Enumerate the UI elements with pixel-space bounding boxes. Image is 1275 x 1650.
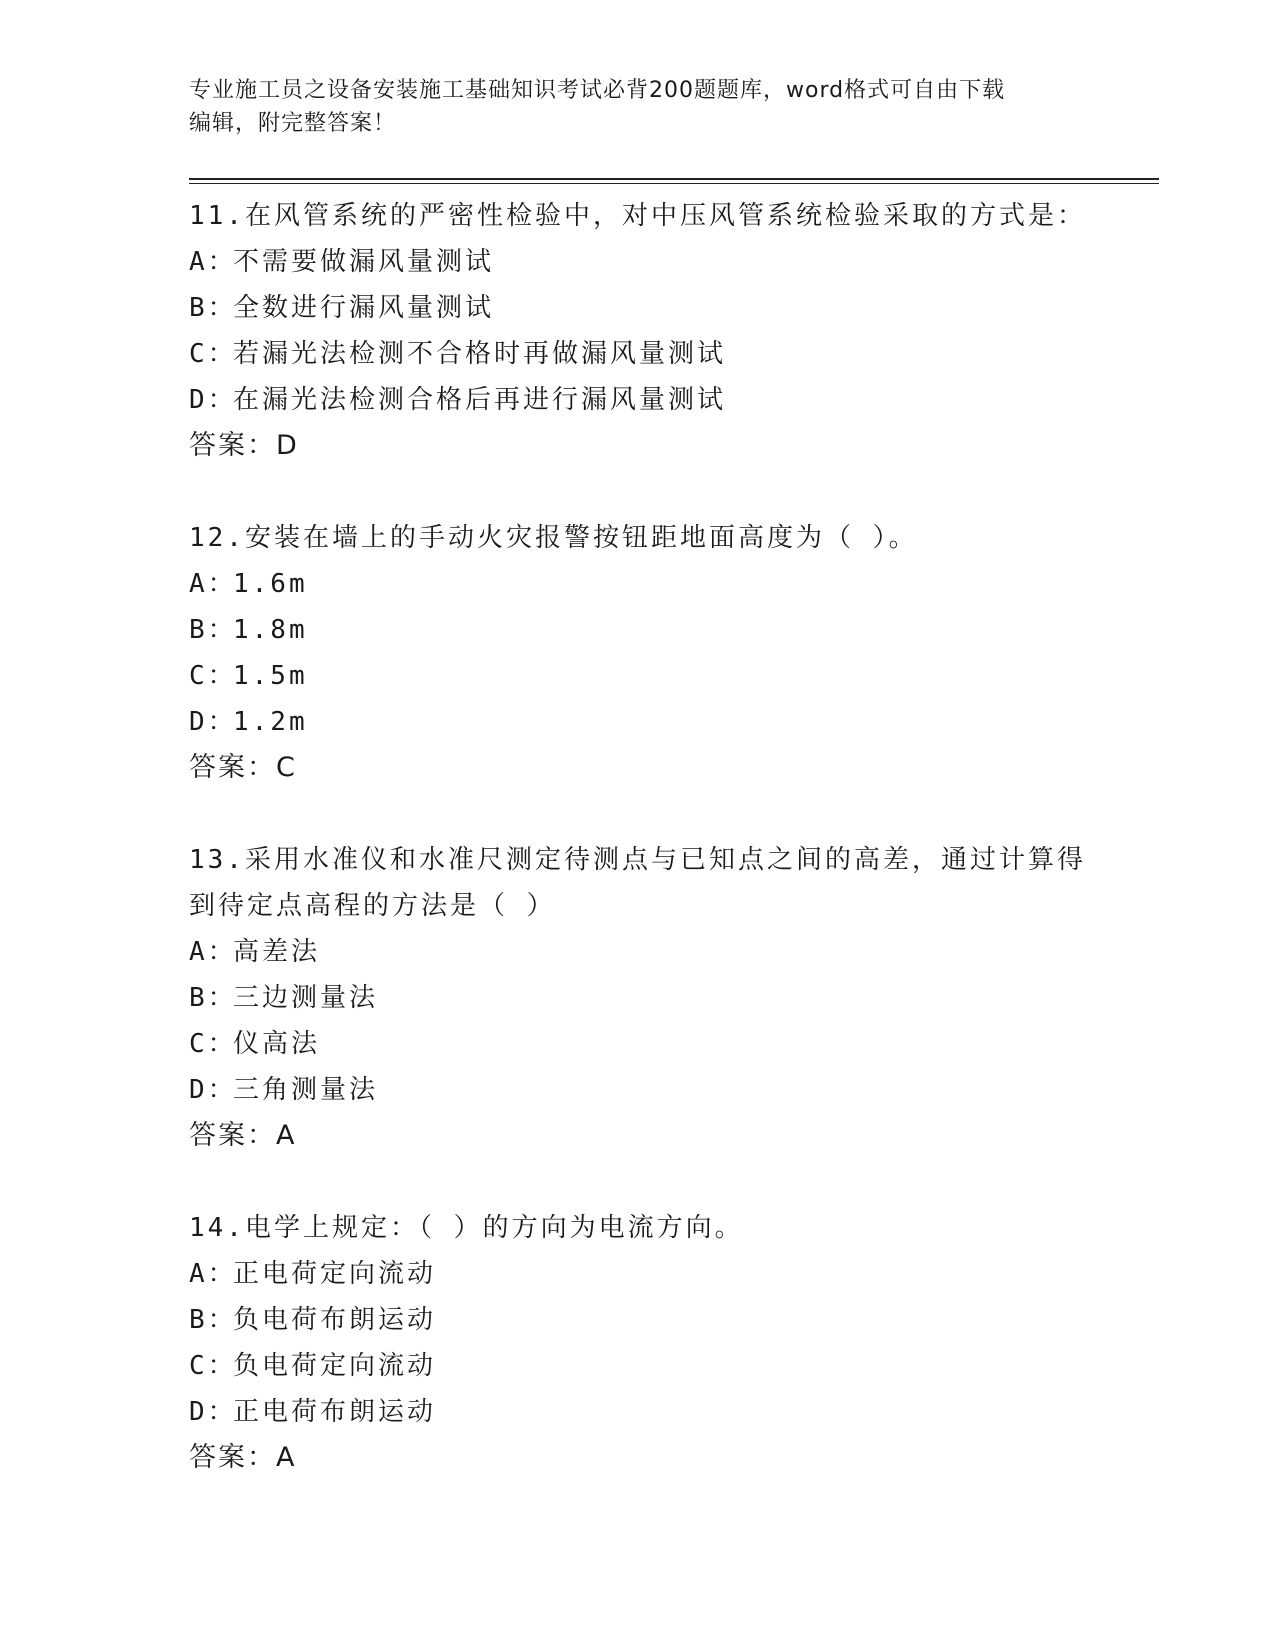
question-13 (189, 837, 1089, 1159)
question-11 (189, 193, 1089, 469)
header-divider-thin (189, 183, 1159, 184)
option-letter: B： (189, 293, 237, 323)
question-12 (189, 515, 1089, 791)
header-title-line-1: 专业施工员之设备安装施工基础知识考试必背200题题库，word格式可自由下载 (189, 78, 1006, 103)
option-letter: B： (189, 983, 237, 1013)
option-a (189, 929, 1089, 975)
option-b (189, 975, 1089, 1021)
question-stem: 14.电学上规定：（ ）的方向为电流方向。 (189, 1213, 744, 1243)
question-stem: 11.在风管系统的严密性检验中，对中压风管系统检验采取的方式是： (189, 201, 1086, 231)
option-text: 高差法 (233, 937, 321, 967)
option-c (189, 1343, 1089, 1389)
option-letter: B： (189, 1305, 237, 1335)
answer-label: 答案：A (189, 1120, 297, 1151)
answer-label: 答案：C (189, 752, 297, 783)
option-b (189, 1297, 1089, 1343)
header-divider-thick (189, 178, 1159, 180)
option-b (189, 607, 1089, 653)
option-letter: D： (189, 385, 237, 415)
option-letter: C： (189, 1029, 237, 1059)
option-letter: B： (189, 615, 237, 645)
option-letter: D： (189, 707, 237, 737)
option-c (189, 331, 1089, 377)
option-letter: D： (189, 1075, 237, 1105)
option-letter: A： (189, 569, 237, 599)
option-c (189, 1021, 1089, 1067)
question-list (189, 193, 1089, 1527)
document-header (189, 74, 1079, 140)
option-text: 1.8m (233, 615, 308, 645)
option-a (189, 239, 1089, 285)
option-b (189, 285, 1089, 331)
option-text: 正电荷布朗运动 (233, 1397, 437, 1427)
option-d (189, 699, 1089, 745)
option-text: 全数进行漏风量测试 (233, 293, 495, 323)
option-text: 正电荷定向流动 (233, 1259, 437, 1289)
answer-label: 答案：D (189, 430, 299, 461)
question-14 (189, 1205, 1089, 1481)
option-text: 三角测量法 (233, 1075, 379, 1105)
header-title-line-2: 编辑，附完整答案！ (189, 111, 397, 136)
option-text: 三边测量法 (233, 983, 379, 1013)
option-text: 负电荷布朗运动 (233, 1305, 437, 1335)
answer-label: 答案：A (189, 1442, 297, 1473)
question-stem: 12.安装在墙上的手动火灾报警按钮距地面高度为（ ）。 (189, 523, 918, 553)
option-text: 不需要做漏风量测试 (233, 247, 495, 277)
question-stem: 13.采用水准仪和水准尺测定待测点与已知点之间的高差，通过计算得 (189, 845, 1086, 875)
option-a (189, 561, 1089, 607)
option-d (189, 1067, 1089, 1113)
option-letter: C： (189, 1351, 237, 1381)
option-text: 若漏光法检测不合格时再做漏风量测试 (233, 339, 727, 369)
option-text: 1.6m (233, 569, 308, 599)
option-letter: A： (189, 1259, 237, 1289)
option-letter: D： (189, 1397, 237, 1427)
option-text: 1.5m (233, 661, 308, 691)
option-text: 负电荷定向流动 (233, 1351, 437, 1381)
option-d (189, 377, 1089, 423)
option-a (189, 1251, 1089, 1297)
option-c (189, 653, 1089, 699)
option-text: 在漏光法检测合格后再进行漏风量测试 (233, 385, 727, 415)
option-text: 仪高法 (233, 1029, 321, 1059)
option-letter: A： (189, 247, 237, 277)
question-stem-continued: 到待定点高程的方法是（ ） (189, 891, 556, 921)
option-text: 1.2m (233, 707, 308, 737)
option-letter: C： (189, 661, 237, 691)
option-letter: C： (189, 339, 237, 369)
option-d (189, 1389, 1089, 1435)
option-letter: A： (189, 937, 237, 967)
